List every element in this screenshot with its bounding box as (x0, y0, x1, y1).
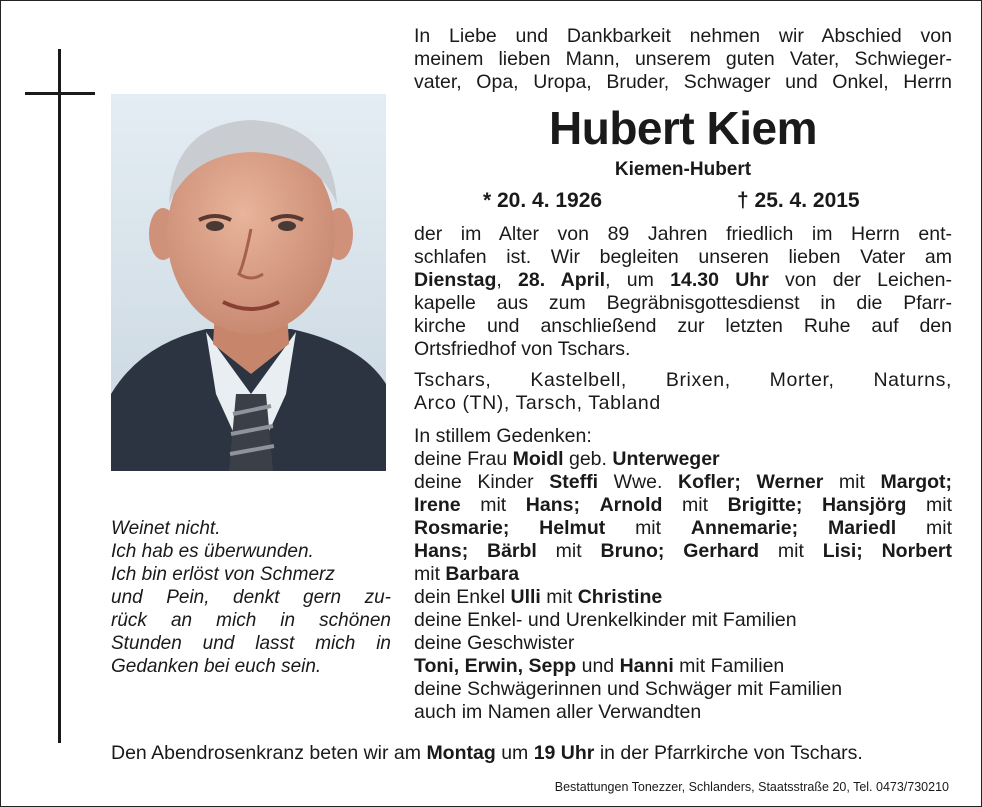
family-grandchild (414, 586, 952, 609)
name: Lisi (822, 540, 857, 562)
name: Steffi (549, 471, 599, 493)
cross-icon-horizontal-bar (25, 92, 95, 95)
places-list (414, 369, 952, 415)
body-line: Ortsfriedhof von Tschars. (414, 338, 631, 360)
family-children-line: Rosmarie; Helmut mit Annemarie; Mariedl mit (414, 517, 953, 539)
poem-line: rück an mich in schönen (111, 610, 391, 631)
body-line: schlafen ist. Wir begleiten unseren lieben Vater am (414, 246, 952, 268)
name: Toni (414, 655, 454, 677)
text: mit (635, 517, 662, 539)
portrait-illustration (111, 94, 386, 471)
name: Hanni (619, 655, 674, 677)
text: mit (682, 494, 708, 516)
name: Rosmarie (414, 517, 503, 539)
name: Werner (756, 471, 824, 493)
intro-line: meinem lieben Mann, unserem guten Vater, Schwieger- (414, 48, 952, 70)
text: mit (926, 517, 953, 539)
family-children-line: deine Kinder Steffi Wwe. Kofler; Werner mit Margot; (414, 471, 953, 493)
family-wife (414, 448, 952, 471)
places-line: Tschars, Kastelbell, Brixen, Morter, Naturns, (414, 369, 952, 391)
name: Hansjörg (821, 494, 907, 516)
poem-line: und Pein, denkt gern zu- (111, 587, 391, 608)
poem-line: Stunden und lasst mich in (111, 633, 391, 654)
name: Erwin (464, 655, 518, 677)
text: geb. (568, 448, 607, 470)
text: mit (777, 540, 804, 562)
cross-icon-vertical-bar (58, 49, 61, 743)
rosary-day: Montag (426, 742, 496, 764)
name: Brigitte (727, 494, 796, 516)
funeral-details (414, 223, 952, 361)
intro-line: vater, Opa, Uropa, Bruder, Schwager und Onkel, Herrn (414, 71, 952, 93)
portrait-photo (111, 94, 386, 471)
text: mit (414, 563, 440, 585)
poem-line: Ich bin erlöst von Schmerz (111, 564, 335, 585)
family-children-line (414, 563, 952, 586)
family-siblings: Toni, Erwin, Sepp und Hanni mit Familien (414, 655, 785, 677)
name: Christine (577, 586, 663, 608)
text: , um (605, 269, 654, 291)
deceased-name: Hubert Kiem (549, 102, 817, 154)
text: mit (546, 586, 573, 608)
text: mit (555, 540, 582, 562)
text: mit (838, 471, 865, 493)
family-great-grandchildren: deine Enkel- und Urenkelkinder mit Familien (414, 609, 797, 631)
body-line-funeral-date (414, 269, 952, 292)
name: Kofler (678, 471, 735, 493)
text: dein Enkel (414, 586, 506, 608)
funeral-date: 28. April (518, 269, 606, 291)
text: und (581, 655, 615, 677)
poem-line: Weinet nicht. (111, 518, 221, 539)
name: Unterweger (612, 448, 720, 470)
places-line: Arco (TN), Tarsch, Tabland (414, 392, 661, 414)
name: Bärbl (487, 540, 537, 562)
poem-line: Ich hab es überwunden. (111, 541, 314, 562)
name: Hans (414, 540, 462, 562)
death-date: † 25. 4. 2015 (737, 189, 860, 212)
text: um (501, 742, 529, 764)
funeral-time: 14.30 Uhr (670, 269, 769, 291)
comma: , (496, 269, 502, 291)
family-heading: In stillem Gedenken: (414, 425, 592, 447)
body-line: kirche und anschließend zur letzten Ruhe auf den (414, 315, 952, 337)
name: Moidl (512, 448, 564, 470)
rosary-time: 19 Uhr (533, 742, 595, 764)
name: Mariedl (827, 517, 897, 539)
text: von der Leichen- (785, 269, 952, 291)
rosary-announcement (111, 741, 951, 765)
text: Wwe. (613, 471, 663, 493)
undertaker-info: Bestattungen Tonezzer, Schlanders, Staatsstraße 20, Tel. 0473/730210 (554, 780, 949, 794)
text: Den Abendrosenkranz beten wir am (111, 742, 422, 764)
name: Barbara (445, 563, 520, 585)
name: Bruno (600, 540, 658, 562)
family-list (414, 425, 952, 724)
name: Sepp (528, 655, 577, 677)
poem-line: Gedanken bei euch sein. (111, 656, 322, 677)
family-relatives: auch im Namen aller Verwandten (414, 701, 702, 723)
name: Margot (880, 471, 946, 493)
name: Norbert (881, 540, 953, 562)
family-siblings-label: deine Geschwister (414, 632, 575, 654)
intro-text (414, 25, 952, 94)
name: Annemarie (690, 517, 792, 539)
family-in-laws: deine Schwägerinnen und Schwäger mit Familien (414, 678, 843, 700)
name: Irene (414, 494, 461, 516)
name: Helmut (539, 517, 606, 539)
text: deine Kinder (414, 471, 534, 493)
text: in der Pfarrkirche von Tschars. (599, 742, 863, 764)
text: deine Frau (414, 448, 508, 470)
family-children-line: Irene mit Hans; Arnold mit Brigitte; Hansjörg mit (414, 494, 953, 516)
name: Gerhard (683, 540, 760, 562)
body-line: kapelle aus zum Begräbnisgottesdienst in die Pfarr- (414, 292, 952, 314)
family-children-line: Hans; Bärbl mit Bruno; Gerhard mit Lisi; Norbert (414, 540, 953, 562)
text: mit (926, 494, 953, 516)
name: Ulli (510, 586, 541, 608)
birth-date: * 20. 4. 1926 (483, 189, 603, 212)
deceased-nickname: Kiemen-Hubert (614, 159, 752, 180)
funeral-day: Dienstag (414, 269, 497, 291)
name: Hans (525, 494, 574, 516)
text: mit (480, 494, 507, 516)
intro-line: In Liebe und Dankbarkeit nehmen wir Abschied von (414, 25, 952, 47)
body-line: der im Alter von 89 Jahren friedlich im Herrn ent- (414, 223, 952, 245)
text: mit Familien (679, 655, 785, 677)
name: Arnold (599, 494, 663, 516)
poem (111, 517, 391, 678)
